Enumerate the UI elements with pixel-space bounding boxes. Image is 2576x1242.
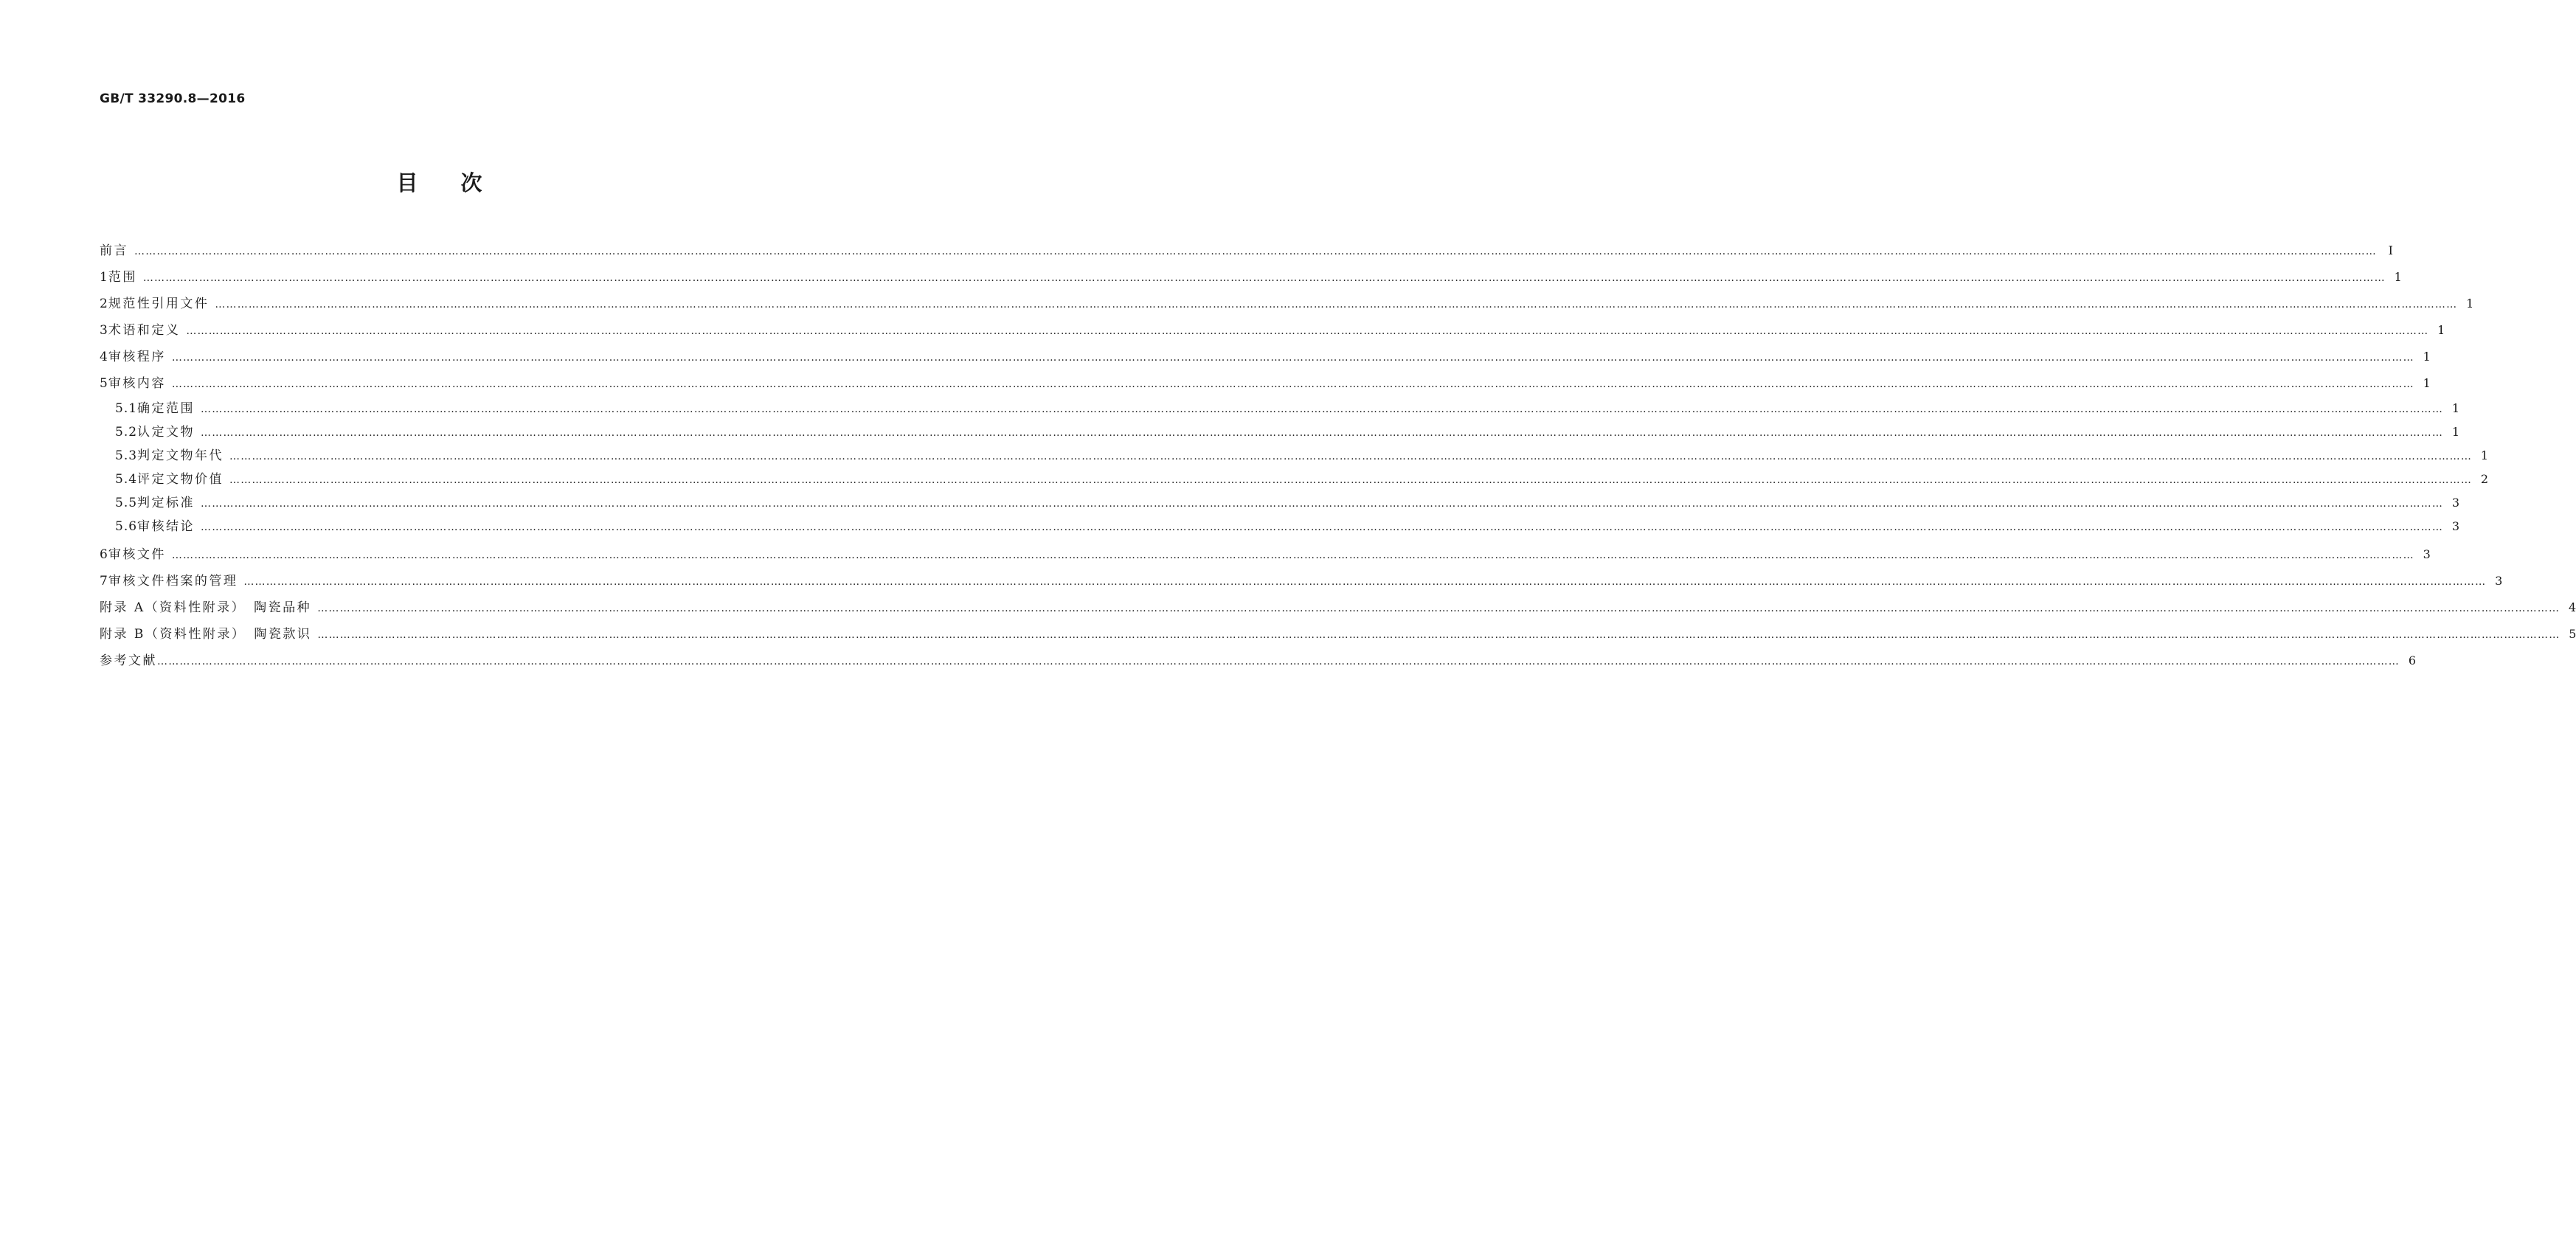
toc-leader-dots: …………………………………………………………………………………………………………………………………………………………………………………………………………………………………………………………………………………………………………………………………………………………………………………………………………………………………………………………………………………………………………………………………………………… [317, 603, 2561, 614]
toc-entry-text: 附录 A（资料性附录） 陶瓷品种 [100, 600, 312, 615]
toc-entry-text: 判定标准 [137, 496, 195, 510]
toc-entry-page: 3 [2423, 547, 2431, 561]
toc-entry-page: 6 [2408, 653, 2416, 667]
toc-entry-text: 附录 B（资料性附录） 陶瓷款识 [100, 627, 312, 642]
toc-entry-text: 审核程序 [108, 350, 166, 364]
standard-code: GB/T 33290.8—2016 [100, 91, 246, 106]
toc-entry-5-3[interactable] [100, 444, 2489, 468]
toc-leader-dots: …………………………………………………………………………………………………………………………………………………………………………………………………………………………………………………………………………………………………………………………………………………………………………………………………………………………………………………………………………………………………………………………………………………… [157, 656, 2400, 667]
toc-entry-number: 5.4 [115, 472, 138, 487]
toc-entry-text: 审核内容 [108, 376, 166, 391]
toc-entry-page: 1 [2451, 401, 2460, 415]
toc-leader-dots: …………………………………………………………………………………………………………………………………………………………………………………………………………………………………………………………………………………………………………………………………………………………………………………………………………………………………………………………………………………………………………………………………………………… [171, 378, 2414, 390]
toc-title: 目次 [396, 170, 525, 195]
toc-entry-5-6[interactable] [100, 515, 2460, 538]
toc-entry-text: 审核结论 [137, 519, 195, 534]
toc-entry-2[interactable] [100, 291, 2474, 317]
toc-entry-3[interactable] [100, 317, 2445, 344]
toc-leader-dots: …………………………………………………………………………………………………………………………………………………………………………………………………………………………………………………………………………………………………………………………………………………………………………………………………………………………………………………………………………………………………………………………………………………… [201, 427, 2444, 439]
toc-entry-page: 1 [2423, 350, 2431, 364]
table-of-contents [100, 237, 2576, 674]
toc-entry-page: 1 [2437, 323, 2445, 337]
toc-entry-number: 7 [100, 574, 108, 589]
toc-entry-page: 3 [2451, 496, 2460, 510]
toc-entry-5-2[interactable] [100, 420, 2460, 444]
toc-entry-number: 2 [100, 296, 108, 311]
toc-entry-number: 5.3 [115, 448, 138, 463]
toc-entry-number: 5.6 [115, 519, 138, 534]
toc-entry-text: 审核文件档案的管理 [108, 574, 238, 589]
toc-entry-1[interactable] [100, 264, 2402, 291]
toc-entry-text: 确定范围 [137, 401, 195, 416]
toc-entry-number: 5.5 [115, 496, 138, 510]
toc-entry-page: 3 [2451, 519, 2460, 533]
toc-entry-number: 3 [100, 323, 108, 338]
toc-entry-page: 2 [2480, 472, 2489, 486]
toc-entry-5[interactable] [100, 370, 2431, 397]
toc-entry-number: 6 [100, 547, 108, 562]
toc-entry-annex-a[interactable] [100, 594, 2576, 621]
toc-leader-dots: …………………………………………………………………………………………………………………………………………………………………………………………………………………………………………………………………………………………………………………………………………………………………………………………………………………………………………………………………………………………………………………………………………………… [229, 451, 2473, 462]
toc-entry-bibliography[interactable] [100, 648, 2416, 674]
toc-leader-dots: …………………………………………………………………………………………………………………………………………………………………………………………………………………………………………………………………………………………………………………………………………………………………………………………………………………………………………………………………………………………………………………………………………………… [229, 474, 2473, 486]
toc-leader-dots: …………………………………………………………………………………………………………………………………………………………………………………………………………………………………………………………………………………………………………………………………………………………………………………………………………………………………………………………………………………………………………………………………………………… [171, 549, 2414, 561]
toc-entry-page: Ⅰ [2388, 243, 2393, 257]
toc-leader-dots: …………………………………………………………………………………………………………………………………………………………………………………………………………………………………………………………………………………………………………………………………………………………………………………………………………………………………………………………………………………………………………………………………………………… [215, 299, 2458, 310]
toc-leader-dots: …………………………………………………………………………………………………………………………………………………………………………………………………………………………………………………………………………………………………………………………………………………………………………………………………………………………………………………………………………………………………………………………………………………… [201, 498, 2444, 510]
toc-entry-page: 4 [2569, 600, 2576, 614]
toc-entry-number: 4 [100, 350, 108, 364]
toc-entry-page: 3 [2495, 574, 2503, 588]
toc-entry-text: 判定文物年代 [137, 448, 224, 463]
toc-entry-7[interactable] [100, 568, 2503, 594]
toc-entry-foreword[interactable] [100, 237, 2393, 264]
toc-entry-text: 前言 [100, 243, 128, 258]
toc-leader-dots: …………………………………………………………………………………………………………………………………………………………………………………………………………………………………………………………………………………………………………………………………………………………………………………………………………………………………………………………………………………………………………………………………………………… [134, 246, 2377, 257]
toc-entry-annex-b[interactable] [100, 621, 2576, 648]
toc-entry-page: 1 [2480, 448, 2489, 462]
toc-entry-6[interactable] [100, 541, 2431, 568]
toc-entry-text: 范围 [108, 270, 137, 285]
toc-entry-number: 5.2 [115, 425, 138, 440]
toc-leader-dots: …………………………………………………………………………………………………………………………………………………………………………………………………………………………………………………………………………………………………………………………………………………………………………………………………………………………………………………………………………………………………………………………………………………… [186, 325, 2429, 337]
toc-entry-text: 审核文件 [108, 547, 166, 562]
toc-entry-page: 1 [2394, 270, 2402, 284]
toc-entry-text: 评定文物价值 [137, 472, 224, 487]
toc-entry-page: 1 [2451, 425, 2460, 439]
toc-entry-number: 5 [100, 376, 108, 391]
toc-entry-text: 认定文物 [137, 425, 195, 440]
toc-leader-dots: …………………………………………………………………………………………………………………………………………………………………………………………………………………………………………………………………………………………………………………………………………………………………………………………………………………………………………………………………………………………………………………………………………………… [171, 352, 2414, 364]
toc-leader-dots: …………………………………………………………………………………………………………………………………………………………………………………………………………………………………………………………………………………………………………………………………………………………………………………………………………………………………………………………………………………………………………………………………………………… [243, 576, 2487, 588]
toc-entry-5-4[interactable] [100, 468, 2489, 491]
toc-entry-4[interactable] [100, 344, 2431, 370]
toc-entry-text: 参考文献 [100, 653, 157, 668]
toc-entry-5-5[interactable] [100, 491, 2460, 515]
toc-entry-page: 5 [2569, 627, 2576, 641]
toc-entry-number: 1 [100, 270, 108, 285]
toc-entry-5-1[interactable] [100, 397, 2460, 420]
toc-entry-page: 1 [2423, 376, 2431, 390]
toc-leader-dots: …………………………………………………………………………………………………………………………………………………………………………………………………………………………………………………………………………………………………………………………………………………………………………………………………………………………………………………………………………………………………………………………………………………… [201, 403, 2444, 415]
toc-entry-number: 5.1 [115, 401, 138, 416]
toc-leader-dots: …………………………………………………………………………………………………………………………………………………………………………………………………………………………………………………………………………………………………………………………………………………………………………………………………………………………………………………………………………………………………………………………………………………… [317, 629, 2561, 641]
toc-entry-page: 1 [2466, 296, 2474, 310]
toc-entry-text: 规范性引用文件 [108, 296, 210, 311]
toc-leader-dots: …………………………………………………………………………………………………………………………………………………………………………………………………………………………………………………………………………………………………………………………………………………………………………………………………………………………………………………………………………………………………………………………………………………… [142, 272, 2386, 284]
toc-entry-text: 术语和定义 [108, 323, 181, 338]
toc-leader-dots: …………………………………………………………………………………………………………………………………………………………………………………………………………………………………………………………………………………………………………………………………………………………………………………………………………………………………………………………………………………………………………………………………………………… [201, 521, 2444, 533]
